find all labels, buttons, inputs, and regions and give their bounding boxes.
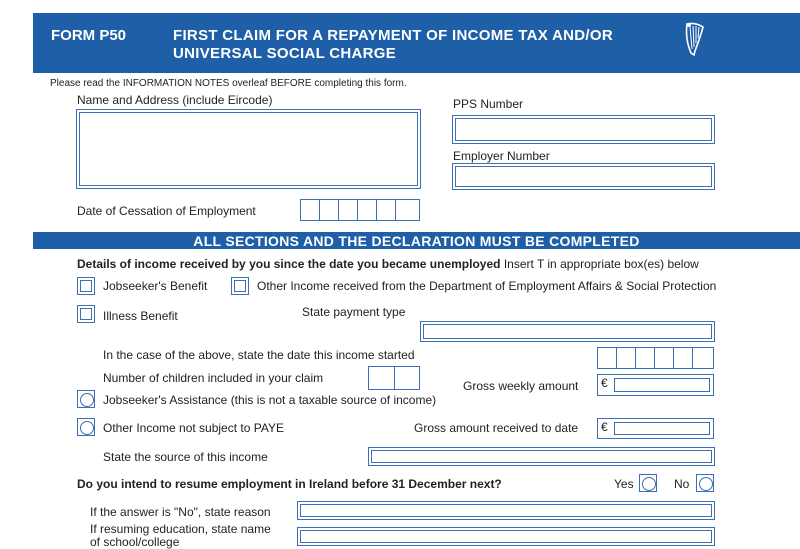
euro-symbol: €: [601, 376, 608, 390]
section-banner-text: ALL SECTIONS AND THE DECLARATION MUST BE COMPLETED: [193, 233, 640, 249]
other-income-not-paye-label: Other Income not subject to PAYE: [103, 421, 284, 435]
cessation-date-field[interactable]: [300, 199, 420, 221]
source-of-income-label: State the source of this income: [103, 450, 268, 464]
gross-weekly-field[interactable]: [597, 374, 714, 396]
form-title: [173, 27, 613, 63]
intro-text: Please read the INFORMATION NOTES overleaf BEFORE completing this form.: [50, 78, 407, 89]
no-radio[interactable]: [696, 474, 714, 492]
school-field[interactable]: [297, 527, 715, 546]
jobseekers-assistance-radio[interactable]: [77, 390, 95, 408]
jobseekers-benefit-label: Jobseeker's Benefit: [103, 279, 208, 293]
form-title-line1: FIRST CLAIM FOR A REPAYMENT OF INCOME TAX AND/OR: [173, 27, 613, 44]
other-income-not-paye-radio[interactable]: [77, 418, 95, 436]
form-header: [33, 13, 800, 73]
cessation-date-label: Date of Cessation of Employment: [77, 204, 256, 218]
pps-number-label: PPS Number: [453, 97, 524, 111]
gross-to-date-field[interactable]: [597, 418, 714, 439]
children-label: Number of children included in your claim: [103, 371, 324, 385]
euro-symbol: €: [601, 420, 608, 434]
date-income-started-label: In the case of the above, state the date this income started: [103, 348, 415, 362]
radio-circle: [80, 421, 94, 435]
harp-icon: [681, 21, 707, 57]
form-code: FORM P50: [51, 27, 127, 44]
jobseekers-benefit-checkbox[interactable]: [77, 277, 95, 295]
school-label-line1: If resuming education, state name: [90, 522, 271, 536]
yes-label: Yes: [614, 477, 634, 491]
no-label: No: [674, 477, 690, 491]
illness-benefit-checkbox[interactable]: [77, 305, 95, 323]
children-field[interactable]: [368, 366, 420, 390]
school-label: [90, 523, 271, 549]
other-income-dept-checkbox[interactable]: [231, 277, 249, 295]
reason-label: If the answer is "No", state reason: [90, 505, 271, 519]
employer-number-label: Employer Number: [453, 149, 550, 163]
jobseekers-assistance-label: Jobseeker's Assistance (this is not a taxable source of income): [103, 393, 437, 407]
illness-benefit-label: Illness Benefit: [103, 309, 178, 323]
income-heading-bold: Details of income received by you since the date you became unemployed: [77, 257, 501, 271]
source-of-income-field[interactable]: [368, 447, 715, 466]
reason-field[interactable]: [297, 501, 715, 520]
school-label-line2: of school/college: [90, 535, 180, 549]
income-heading: [77, 257, 699, 271]
employer-number-field[interactable]: [452, 163, 715, 190]
name-address-label: Name and Address (include Eircode): [77, 93, 273, 107]
form-title-line2: UNIVERSAL SOCIAL CHARGE: [173, 45, 397, 62]
yes-radio[interactable]: [639, 474, 657, 492]
resume-question: Do you intend to resume employment in Ireland before 31 December next?: [77, 477, 502, 491]
name-address-field[interactable]: [76, 109, 421, 189]
gross-to-date-label: Gross amount received to date: [414, 421, 579, 435]
pps-number-field[interactable]: [452, 115, 715, 144]
state-payment-type-field[interactable]: [420, 321, 715, 342]
radio-circle: [80, 393, 94, 407]
other-income-dept-label: Other Income received from the Department of Employment Affairs & Social Protection: [257, 279, 717, 293]
section-banner: [33, 232, 800, 249]
date-income-started-field[interactable]: [597, 347, 714, 369]
income-heading-rest: Insert T in appropriate box(es) below: [503, 257, 699, 271]
radio-circle: [642, 477, 656, 491]
radio-circle: [699, 477, 713, 491]
state-payment-type-label: State payment type: [302, 305, 406, 319]
gross-weekly-label: Gross weekly amount: [463, 379, 579, 393]
